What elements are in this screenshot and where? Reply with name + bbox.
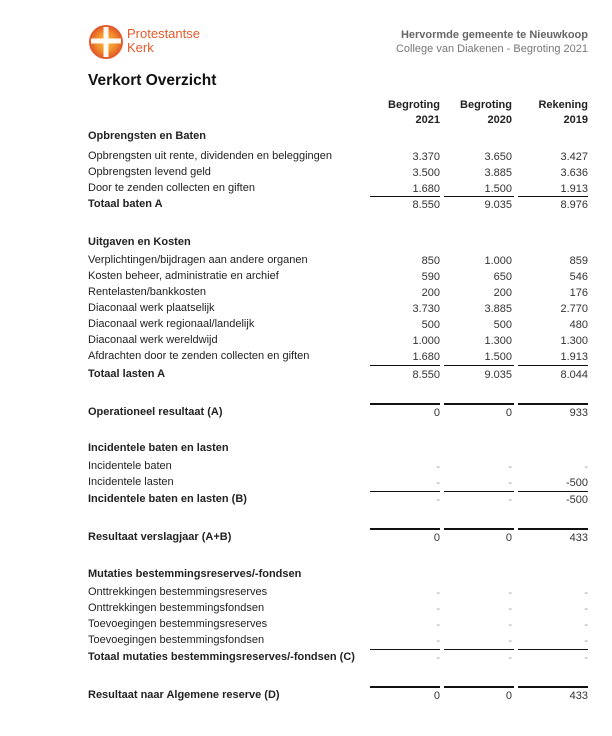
table-row-value: 176 (569, 287, 588, 299)
table-row-value: 200 (493, 287, 512, 299)
total-row-baten-value: 8.976 (560, 199, 588, 211)
table-row-value: - (508, 635, 512, 647)
table-row-value: - (436, 635, 440, 647)
total-line-rekening-2019 (518, 528, 588, 530)
mutaties-total-row-value: - (584, 652, 588, 664)
total-line-begroting-2021 (370, 528, 440, 530)
total-line-begroting-2021 (370, 403, 440, 405)
total-line-rekening-2019 (518, 686, 588, 688)
table-row-value: - (584, 603, 588, 615)
table-row-value: 3.500 (412, 167, 440, 179)
table-row-value: 1.300 (484, 335, 512, 347)
document-subtitle: College van Diakenen - Begroting 2021 (395, 43, 588, 55)
section-heading-opbrengsten: Opbrengsten en Baten (88, 130, 206, 142)
table-row-value: - (436, 619, 440, 631)
table-row-value: 1.000 (484, 255, 512, 267)
table-row-value: - (436, 587, 440, 599)
table-row-value: 2.770 (560, 303, 588, 315)
operationeel-resultaat-row-label: Operationeel resultaat (A) (88, 406, 223, 418)
total-line-begroting-2020 (444, 365, 514, 366)
total-line-begroting-2020 (444, 403, 514, 405)
table-row-value: 3.427 (560, 151, 588, 163)
total-line-begroting-2021 (370, 649, 440, 650)
document-header (396, 28, 588, 56)
incidenteel-total-row-value: - (508, 494, 512, 506)
table-row-value: 1.000 (412, 335, 440, 347)
operationeel-resultaat-row-value: 933 (569, 407, 588, 419)
section-heading-mutaties: Mutaties bestemmingsreserves/-fondsen (88, 568, 302, 580)
table-row-value: 859 (569, 255, 588, 267)
table-row-label: Rentelasten/bankkosten (88, 286, 207, 298)
incidenteel-total-row-value: - (436, 494, 440, 506)
table-row-label: Opbrengsten levend geld (88, 166, 211, 178)
table-row-label: Toevoegingen bestemmingsfondsen (88, 634, 265, 646)
mutaties-total-row-value: - (436, 652, 440, 664)
operationeel-resultaat-row-value: 0 (433, 407, 440, 419)
table-row-value: 850 (421, 255, 440, 267)
table-row-value: - (584, 461, 588, 473)
table-row-value: 1.500 (484, 351, 512, 363)
table-row-value: 200 (421, 287, 440, 299)
table-row-value: 1.913 (560, 351, 588, 363)
total-line-begroting-2021 (370, 491, 440, 492)
table-row-value: 546 (569, 271, 588, 283)
table-row-value: 1.680 (412, 351, 440, 363)
table-row-label: Toevoegingen bestemmingsreserves (88, 618, 268, 630)
table-row-label: Incidentele baten (88, 460, 172, 472)
mutaties-total-row-value: - (508, 652, 512, 664)
operationeel-resultaat-row-value: 0 (505, 407, 512, 419)
table-row-value: 3.650 (484, 151, 512, 163)
total-row-baten-value: 9.035 (484, 199, 512, 211)
total-row-lasten-label: Totaal lasten A (88, 368, 166, 380)
column-header-begroting-2021: Begroting 2021 (388, 99, 440, 126)
total-line-rekening-2019 (518, 365, 588, 366)
table-row-value: - (436, 603, 440, 615)
table-row-label: Opbrengsten uit rente, dividenden en beleggingen (88, 150, 333, 162)
table-row-value: 480 (569, 319, 588, 331)
table-row-label: Door te zenden collecten en giften (88, 182, 255, 194)
total-line-begroting-2021 (370, 196, 440, 197)
section-heading-incidenteel: Incidentele baten en lasten (88, 442, 229, 454)
total-line-begroting-2020 (444, 528, 514, 530)
table-row-value: - (508, 603, 512, 615)
table-row-value: 1.680 (412, 183, 440, 195)
table-row-value: 650 (493, 271, 512, 283)
table-row-label: Diaconaal werk plaatselijk (88, 302, 215, 314)
protestantse-kerk-logo-icon (88, 24, 124, 60)
column-header-rekening-2019: Rekening 2019 (538, 99, 588, 126)
table-row-value: 3.885 (484, 303, 512, 315)
page-title: Verkort Overzicht (88, 72, 217, 89)
logo-wordmark (127, 27, 200, 55)
org-name: Hervormde gemeente te Nieuwkoop (400, 29, 588, 41)
incidenteel-total-row-label: Incidentele baten en lasten (B) (88, 493, 247, 505)
table-row-value: 500 (421, 319, 440, 331)
table-row-label: Diaconaal werk regionaal/landelijk (88, 318, 255, 330)
resultaat-verslagjaar-row-label: Resultaat verslagjaar (A+B) (88, 531, 232, 543)
table-row-label: Kosten beheer, administratie en archief (88, 270, 279, 282)
resultaat-algemene-reserve-row-value: 433 (569, 690, 588, 702)
total-row-lasten-value: 8.550 (412, 369, 440, 381)
table-row-value: - (508, 461, 512, 473)
table-row-label: Verplichtingen/bijdragen aan andere organen (88, 254, 308, 266)
table-row-value: 500 (493, 319, 512, 331)
logo-line-1: Protestantse (127, 26, 200, 41)
column-header-begroting-2020: Begroting 2020 (460, 99, 512, 126)
resultaat-algemene-reserve-row-label: Resultaat naar Algemene reserve (D) (88, 689, 280, 701)
table-row-value: 1.500 (484, 183, 512, 195)
section-heading-uitgaven: Uitgaven en Kosten (88, 236, 191, 248)
total-row-baten-label: Totaal baten A (88, 198, 163, 210)
total-line-rekening-2019 (518, 491, 588, 492)
resultaat-algemene-reserve-row-value: 0 (505, 690, 512, 702)
resultaat-verslagjaar-row-value: 0 (433, 532, 440, 544)
table-row-label: Incidentele lasten (88, 476, 174, 488)
table-row-value: - (436, 477, 440, 489)
resultaat-algemene-reserve-row-value: 0 (433, 690, 440, 702)
table-row-value: - (508, 619, 512, 631)
table-row-value: 3.636 (560, 167, 588, 179)
total-line-begroting-2021 (370, 686, 440, 688)
table-row-label: Diaconaal werk wereldwijd (88, 334, 218, 346)
total-line-rekening-2019 (518, 649, 588, 650)
table-row-value: - (508, 587, 512, 599)
logo-line-2: Kerk (127, 40, 154, 55)
table-row-label: Onttrekkingen bestemmingsreserves (88, 586, 268, 598)
resultaat-verslagjaar-row-value: 0 (505, 532, 512, 544)
table-row-value: 3.370 (412, 151, 440, 163)
table-row-value: 1.913 (560, 183, 588, 195)
total-line-rekening-2019 (518, 403, 588, 405)
table-row-value: - (584, 619, 588, 631)
table-row-value: 3.730 (412, 303, 440, 315)
table-row-value: 590 (421, 271, 440, 283)
table-row-value: 3.885 (484, 167, 512, 179)
table-row-value: - (584, 635, 588, 647)
total-row-lasten-value: 9.035 (484, 369, 512, 381)
table-row-label: Afdrachten door te zenden collecten en giften (88, 350, 310, 362)
table-row-label: Onttrekkingen bestemmingsfondsen (88, 602, 265, 614)
table-row-value: - (508, 477, 512, 489)
table-row-value: - (436, 461, 440, 473)
total-row-lasten-value: 8.044 (560, 369, 588, 381)
total-line-begroting-2020 (444, 686, 514, 688)
table-row-value: - (584, 587, 588, 599)
table-row-value: 1.300 (560, 335, 588, 347)
total-line-rekening-2019 (518, 196, 588, 197)
incidenteel-total-row-value: -500 (565, 494, 588, 506)
total-row-baten-value: 8.550 (412, 199, 440, 211)
table-row-value: -500 (565, 477, 588, 489)
total-line-begroting-2020 (444, 491, 514, 492)
total-line-begroting-2020 (444, 196, 514, 197)
resultaat-verslagjaar-row-value: 433 (569, 532, 588, 544)
total-line-begroting-2020 (444, 649, 514, 650)
mutaties-total-row-label: Totaal mutaties bestemmingsreserves/-fondsen (C) (88, 651, 355, 663)
total-line-begroting-2021 (370, 365, 440, 366)
